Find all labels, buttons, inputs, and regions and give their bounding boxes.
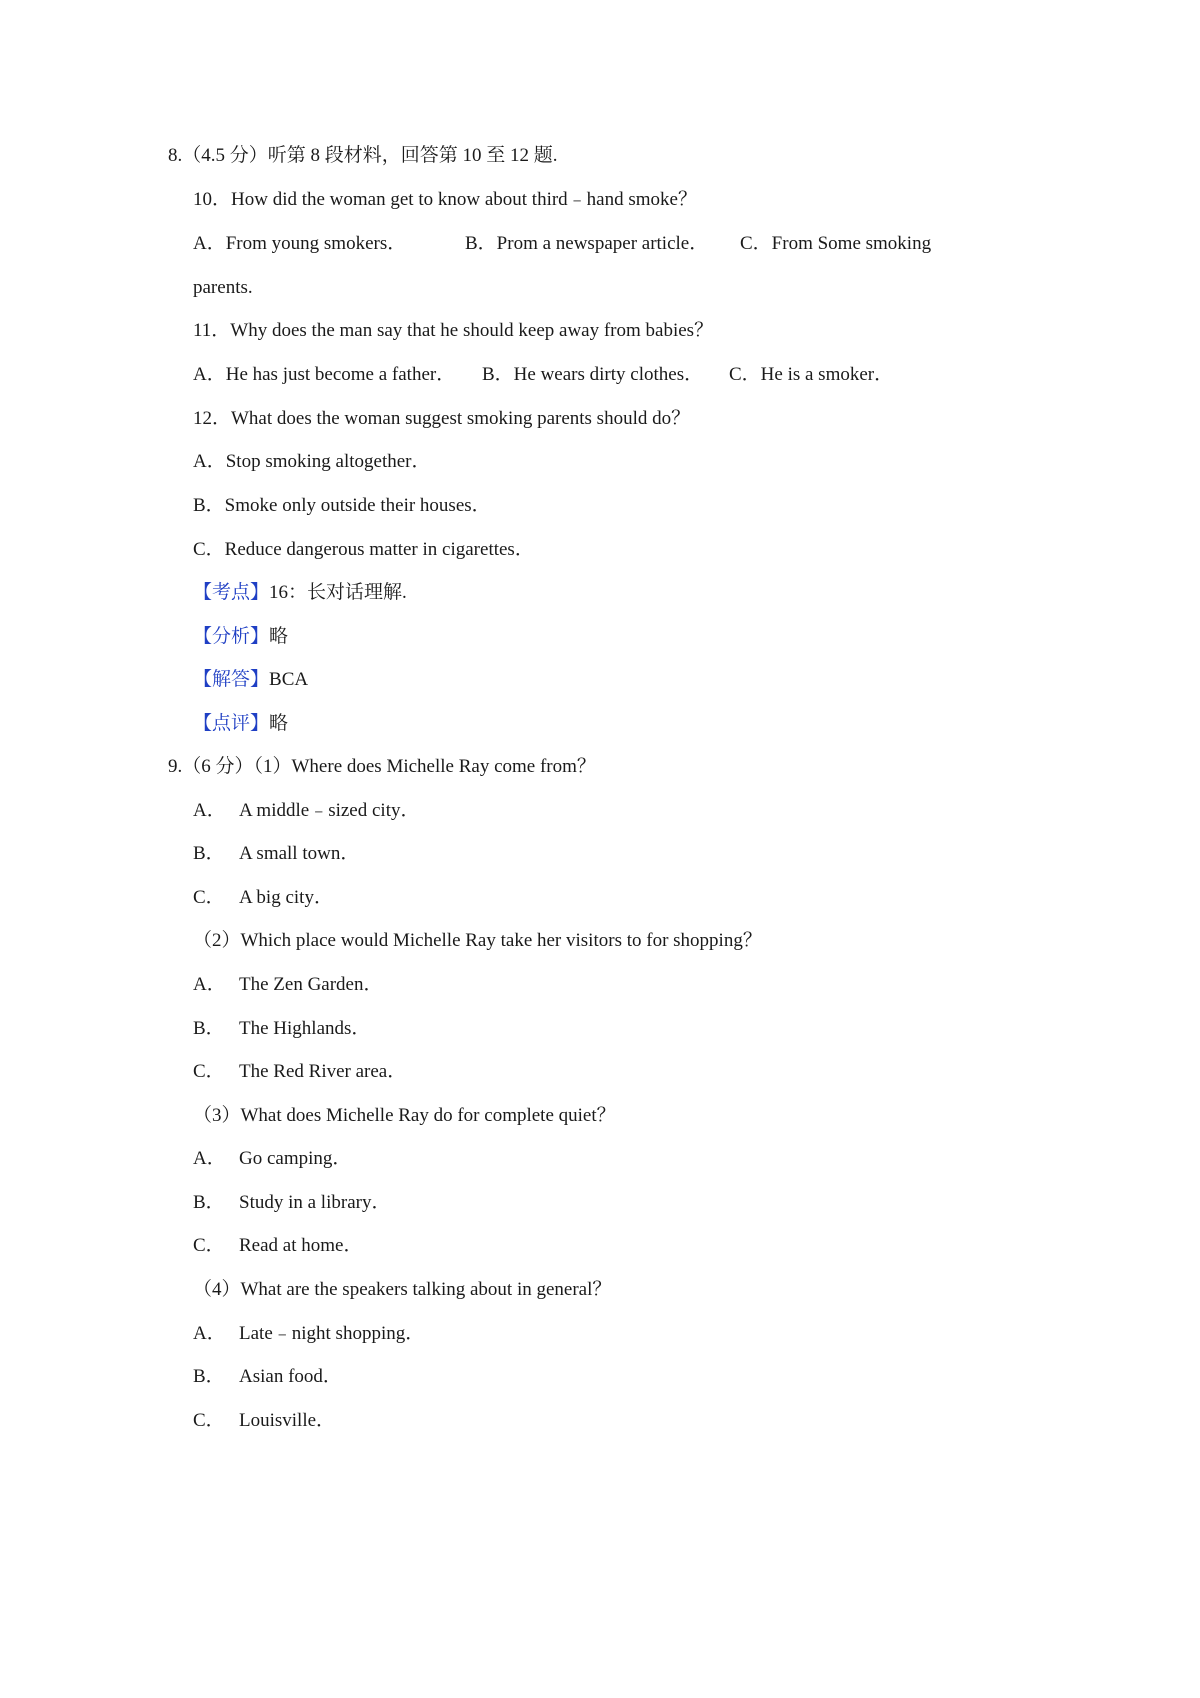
question-9-header: 9.（6 分）（1）Where does Michelle Ray come from？: [168, 756, 596, 777]
question-10-stem: 10．How did the woman get to know about third﹣hand smoke？: [193, 189, 697, 210]
option-b: B．He wears dirty clothes．: [482, 364, 704, 385]
option-c: C．He is a smoker．: [729, 364, 894, 385]
q9-4-option-b: B． Asian food．: [193, 1366, 342, 1387]
question-11-stem: 11．Why does the man say that he should keep away from babies？: [193, 320, 714, 341]
q9-3-stem: （3）What does Michelle Ray do for complete quiet？: [193, 1105, 616, 1126]
q9-2-option-b: B． The Highlands．: [193, 1018, 371, 1039]
option-a: A．He has just become a father．: [193, 364, 456, 385]
dianping-row: [193, 712, 288, 736]
fenxi-label: 【分析】: [193, 626, 270, 647]
jieda-label: 【解答】: [193, 669, 270, 690]
q9-3-option-c: C． Read at home．: [193, 1235, 363, 1256]
kaodian-label: 【考点】: [193, 582, 270, 603]
option-b: B．Prom a newspaper article．: [465, 233, 709, 254]
q9-3-option-b: B． Study in a library．: [193, 1192, 391, 1213]
fenxi-text: 略: [269, 626, 289, 647]
option-c: C．From Some smoking: [740, 233, 932, 254]
q9-4-option-c: C． Louisville．: [193, 1410, 336, 1431]
question-12-stem: 12．What does the woman suggest smoking parents should do？: [193, 408, 691, 429]
fenxi-row: [193, 625, 288, 649]
option-c: C．Reduce dangerous matter in cigarettes．: [193, 539, 534, 560]
q9-2-option-c: C． The Red River area．: [193, 1061, 407, 1082]
option-a: A．Stop smoking altogether．: [193, 451, 431, 472]
q9-4-option-a: A． Late﹣night shopping．: [193, 1323, 425, 1344]
jieda-text: BCA: [269, 669, 309, 690]
q9-2-option-a: A． The Zen Garden．: [193, 974, 383, 995]
q9-1-option-b: B． A small town．: [193, 843, 360, 864]
q9-1-option-c: C． A big city．: [193, 887, 333, 908]
option-a: A．From young smokers．: [193, 233, 407, 254]
option-b: B．Smoke only outside their houses．: [193, 495, 491, 516]
q9-4-stem: （4）What are the speakers talking about in general？: [193, 1279, 612, 1300]
question-8-header: 8.（4.5 分）听第 8 段材料，回答第 10 至 12 题.: [168, 145, 558, 166]
kaodian-row: [193, 581, 407, 605]
option-c-continuation: parents.: [193, 277, 253, 298]
jieda-row: [193, 668, 308, 692]
dianping-text: 略: [269, 713, 289, 734]
dianping-label: 【点评】: [193, 713, 270, 734]
kaodian-text: 16：长对话理解.: [269, 582, 407, 603]
q9-3-option-a: A． Go camping．: [193, 1148, 352, 1169]
q9-2-stem: （2）Which place would Michelle Ray take her visitors to for shopping？: [193, 930, 762, 951]
q9-1-option-a: A． A middle﹣sized city．: [193, 800, 420, 821]
